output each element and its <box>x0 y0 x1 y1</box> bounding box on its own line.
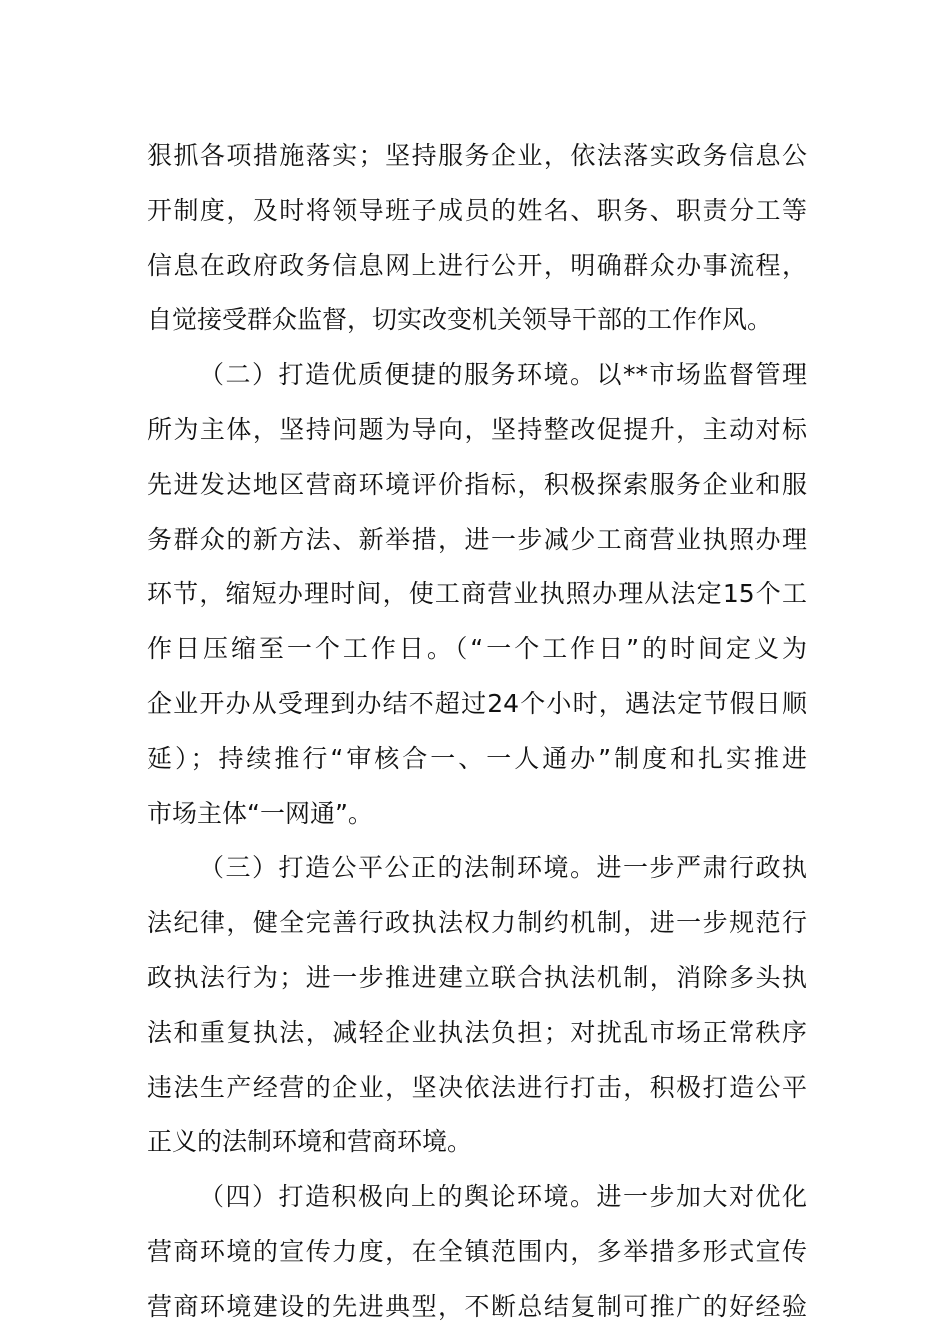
text-line: 法纪律，健全完善行政执法权力制约机制，进一步规范行 <box>147 908 807 938</box>
text-line: 延）；持续推行“审核合一、一人通办”制度和扎实推进 <box>147 743 807 773</box>
text-line: 营商环境的宣传力度，在全镇范围内，多举措多形式宣传 <box>147 1236 807 1266</box>
text-line: 信息在政府政务信息网上进行公开，明确群众办事流程， <box>147 250 807 280</box>
paragraph-heading-line: （二）打造优质便捷的服务环境。以**市场监督管理 <box>199 360 807 390</box>
text-line: 企业开办从受理到办结不超过24个小时，遇法定节假日顺 <box>147 688 807 718</box>
text-line: 务群众的新方法、新举措，进一步减少工商营业执照办理 <box>147 524 807 554</box>
text-line: 环节，缩短办理时间，使工商营业执照办理从法定15个工 <box>147 579 807 609</box>
text-line: 市场主体“一网通”。 <box>147 798 373 828</box>
paragraph-4-opinion-environment <box>147 1170 807 1334</box>
text-line: 开制度，及时将领导班子成员的姓名、职务、职责分工等 <box>147 195 807 225</box>
paragraph-heading-line: （三）打造公平公正的法制环境。进一步严肃行政执 <box>199 853 807 883</box>
text-line: 所为主体，坚持问题为导向，坚持整改促提升，主动对标 <box>147 414 807 444</box>
text-line: 营商环境建设的先进典型，不断总结复制可推广的好经验 <box>147 1291 807 1321</box>
text-line: 法和重复执法，减轻企业执法负担；对扰乱市场正常秩序 <box>147 1017 807 1047</box>
text-line: 狠抓各项措施落实；坚持服务企业，依法落实政务信息公 <box>147 141 807 170</box>
paragraph-2-service-environment <box>147 348 807 841</box>
text-line: 正义的法制环境和营商环境。 <box>147 1127 473 1157</box>
text-line: 先进发达地区营商环境评价指标，积极探索服务企业和服 <box>147 469 807 499</box>
text-line: 违法生产经营的企业，坚决依法进行打击，积极打造公平 <box>147 1072 807 1102</box>
paragraph-heading-line: （四）打造积极向上的舆论环境。进一步加大对优化 <box>199 1182 807 1212</box>
text-line: 政执法行为；进一步推进建立联合执法机制，消除多头执 <box>147 962 807 992</box>
paragraph-3-legal-environment <box>147 841 807 1170</box>
paragraph-1 <box>147 129 807 348</box>
document-page <box>147 129 807 1335</box>
text-line: 作日压缩至一个工作日。（“一个工作日”的时间定义为 <box>147 634 807 664</box>
text-line: 自觉接受群众监督，切实改变机关领导干部的工作作风。 <box>147 305 773 335</box>
